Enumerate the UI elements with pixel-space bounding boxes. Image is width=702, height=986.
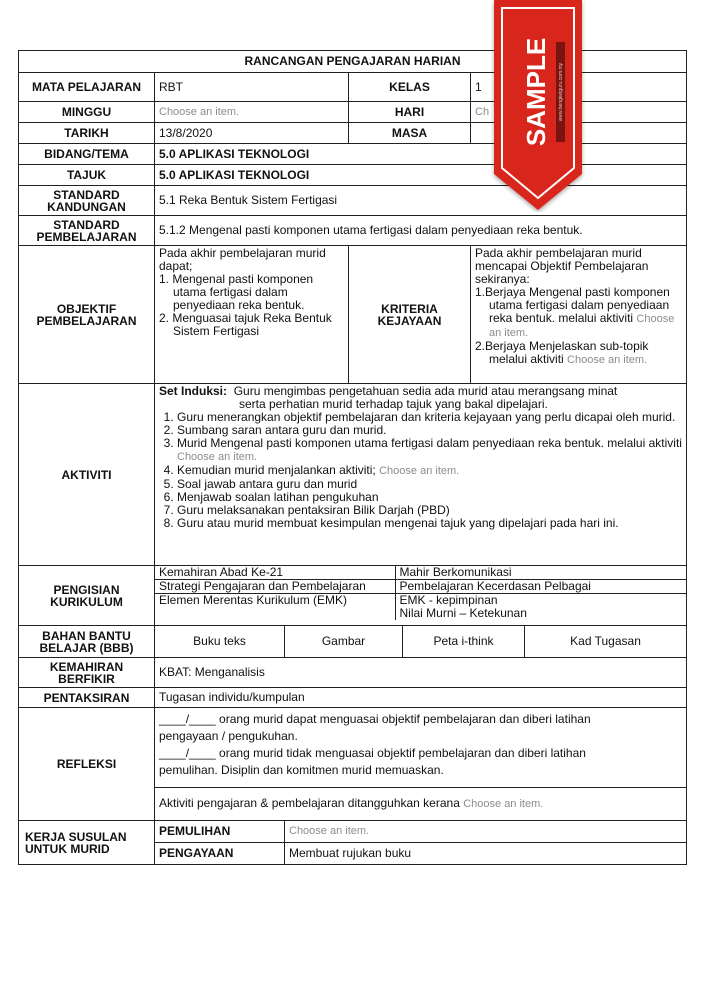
activity-item-5: 5. Soal jawab antara guru dan murid	[177, 478, 682, 491]
curriculum-emk-value[interactable]: EMK - kepimpinan	[395, 594, 686, 608]
curriculum-strategy: Strategi Pengajaran dan Pembelajaran	[155, 580, 395, 594]
theme-label: BIDANG/TEMA	[19, 144, 155, 165]
reflection-text[interactable]	[155, 708, 686, 788]
criteria-item-1-dropdown[interactable]: Choose an item.	[489, 313, 675, 339]
sample-watermark-subtext: www.bengkelguru.com.my	[557, 62, 564, 122]
activity-item-3-dropdown[interactable]: Choose an item.	[177, 451, 258, 463]
reflection-postponed-dropdown[interactable]: Choose an item.	[463, 798, 544, 810]
class-label: KELAS	[349, 73, 471, 102]
criteria-item-1	[475, 286, 682, 340]
teaching-aid-textbook[interactable]: Buku teks	[155, 626, 285, 658]
curriculum-table	[155, 566, 686, 620]
document-title: RANCANGAN PENGAJARAN HARIAN	[19, 51, 687, 73]
teaching-aid-task-cards[interactable]: Kad Tugasan	[525, 626, 687, 658]
criteria-item-2-text: 2.Berjaya Menjelaskan sub-topik melalui aktiviti	[475, 339, 649, 366]
activity-item-8: 8. Guru atau murid membuat kesimpulan mengenai tajuk yang dipelajari pada hari ini.	[177, 517, 682, 530]
activity-label: AKTIVITI	[19, 384, 155, 566]
remedial-dropdown[interactable]: Choose an item.	[285, 821, 687, 843]
reflection-line-3: ____/____ orang murid tidak menguasai objektif pembelajaran dan diberi latihan	[159, 746, 586, 760]
reflection-content	[155, 708, 687, 821]
objective-content[interactable]	[155, 246, 349, 384]
week-dropdown[interactable]: Choose an item.	[155, 102, 349, 123]
enrichment-value[interactable]: Membuat rujukan buku	[285, 843, 687, 865]
activity-item-1: 1. Guru menerangkan objektif pembelajaran dan kriteria kejayaan yang perlu dicapai oleh murid.	[177, 411, 682, 424]
activity-item-3-text: Murid Mengenal pasti komponen utama fertigasi dalam penyediaan reka bentuk. melalui aktiviti	[177, 436, 682, 450]
assessment-value[interactable]: Tugasan individu/kumpulan	[155, 688, 687, 708]
content-standard-label: STANDARD KANDUNGAN	[19, 186, 155, 216]
objective-intro: Pada akhir pembelajaran murid dapat;	[159, 246, 326, 273]
sample-ribbon-badge	[490, 0, 586, 212]
topic-value[interactable]: 5.0 APLIKASI TEKNOLOGI	[155, 165, 687, 186]
assessment-label: PENTAKSIRAN	[19, 688, 155, 708]
set-induction-text: Guru mengimbas pengetahuan sedia ada murid atau merangsang minat	[233, 384, 618, 398]
day-label: HARI	[349, 102, 471, 123]
curriculum-content	[155, 566, 687, 626]
teaching-aid-pictures[interactable]: Gambar	[285, 626, 403, 658]
reflection-postponed	[155, 788, 686, 820]
curriculum-values-value[interactable]: Nilai Murni – Ketekunan	[399, 607, 527, 620]
reflection-line-1: ____/____ orang murid dapat menguasai objektif pembelajaran dan diberi latihan	[159, 712, 591, 726]
activity-content[interactable]	[155, 384, 687, 566]
objective-label: OBJEKTIF PEMBELAJARAN	[19, 246, 155, 384]
enrichment-label: PENGAYAAN	[155, 843, 285, 865]
activity-item-6: 6. Menjawab soalan latihan pengukuhan	[177, 491, 682, 504]
subject-value[interactable]: RBT	[155, 73, 349, 102]
criteria-item-2-dropdown[interactable]: Choose an item.	[567, 354, 648, 366]
activity-item-2: 2. Sumbang saran antara guru dan murid.	[177, 424, 682, 437]
curriculum-strategy-value[interactable]: Pembelajaran Kecerdasan Pelbagai	[395, 580, 686, 594]
date-value[interactable]: 13/8/2020	[155, 123, 349, 144]
set-induction-text-2: serta perhatian murid terhadap tajuk yang bakal dipelajari.	[239, 397, 548, 411]
reflection-line-2: pengayaan / pengukuhan.	[159, 729, 298, 743]
thinking-skills-label: KEMAHIRAN BERFIKIR	[19, 658, 155, 688]
lesson-plan-table	[18, 50, 687, 865]
subject-label: MATA PELAJARAN	[19, 73, 155, 102]
sample-watermark-text: SAMPLE	[520, 37, 551, 147]
criteria-intro: Pada akhir pembelajaran murid mencapai Objektif Pembelajaran sekiranya:	[475, 246, 649, 286]
objective-item-1: 1. Mengenal pasti komponen utama fertigasi dalam penyediaan reka bentuk.	[159, 272, 314, 312]
learning-standard-label: STANDARD PEMBELAJARAN	[19, 216, 155, 246]
activity-item-4-dropdown[interactable]: Choose an item.	[379, 465, 460, 477]
theme-value[interactable]: 5.0 APLIKASI TEKNOLOGI	[155, 144, 687, 165]
criteria-item-2	[475, 340, 682, 367]
objective-item-2: 2. Menguasai tajuk Reka Bentuk Sistem Fertigasi	[159, 311, 332, 338]
day-dropdown[interactable]: Ch	[471, 102, 687, 123]
content-standard-value[interactable]: 5.1 Reka Bentuk Sistem Fertigasi	[155, 186, 687, 216]
time-label: MASA	[349, 123, 471, 144]
activity-item-7: 7. Guru melaksanakan pentaksiran Bilik Darjah (PBD)	[177, 504, 682, 517]
follow-up-label: KERJA SUSULAN UNTUK MURID	[19, 821, 155, 865]
reflection-postponed-text: Aktiviti pengajaran & pembelajaran ditangguhkan kerana	[159, 796, 460, 810]
teaching-aids-label: BAHAN BANTU BELAJAR (BBB)	[19, 626, 155, 658]
curriculum-21st-century: Kemahiran Abad Ke-21	[155, 566, 395, 580]
activity-item-4-text: Kemudian murid menjalankan aktiviti;	[177, 463, 376, 477]
activity-list	[159, 411, 682, 530]
success-criteria-label: KRITERIA KEJAYAAN	[349, 246, 471, 384]
activity-item-3	[177, 437, 682, 464]
teaching-aid-ithink-map[interactable]: Peta i-think	[403, 626, 525, 658]
reflection-label: REFLEKSI	[19, 708, 155, 821]
learning-standard-value[interactable]: 5.1.2 Mengenal pasti komponen utama fertigasi dalam penyediaan reka bentuk.	[155, 216, 687, 246]
week-label: MINGGU	[19, 102, 155, 123]
curriculum-label: PENGISIAN KURIKULUM	[19, 566, 155, 626]
topic-label: TAJUK	[19, 165, 155, 186]
remedial-label: PEMULIHAN	[155, 821, 285, 843]
reflection-line-4: pemulihan. Disiplin dan komitmen murid memuaskan.	[159, 763, 444, 777]
date-label: TARIKH	[19, 123, 155, 144]
class-value[interactable]: 1	[471, 73, 687, 102]
set-induction-label: Set Induksi:	[159, 384, 228, 398]
curriculum-emk: Elemen Merentas Kurikulum (EMK)	[155, 594, 395, 621]
curriculum-21st-century-value[interactable]: Mahir Berkomunikasi	[399, 566, 512, 579]
criteria-item-1-text: 1.Berjaya Mengenal pasti komponen utama fertigasi dalam penyediaan reka bentuk. melalui aktiviti	[475, 285, 670, 325]
thinking-skills-value[interactable]: KBAT: Menganalisis	[155, 658, 687, 688]
activity-item-4	[177, 464, 682, 478]
success-criteria-content[interactable]	[471, 246, 687, 384]
